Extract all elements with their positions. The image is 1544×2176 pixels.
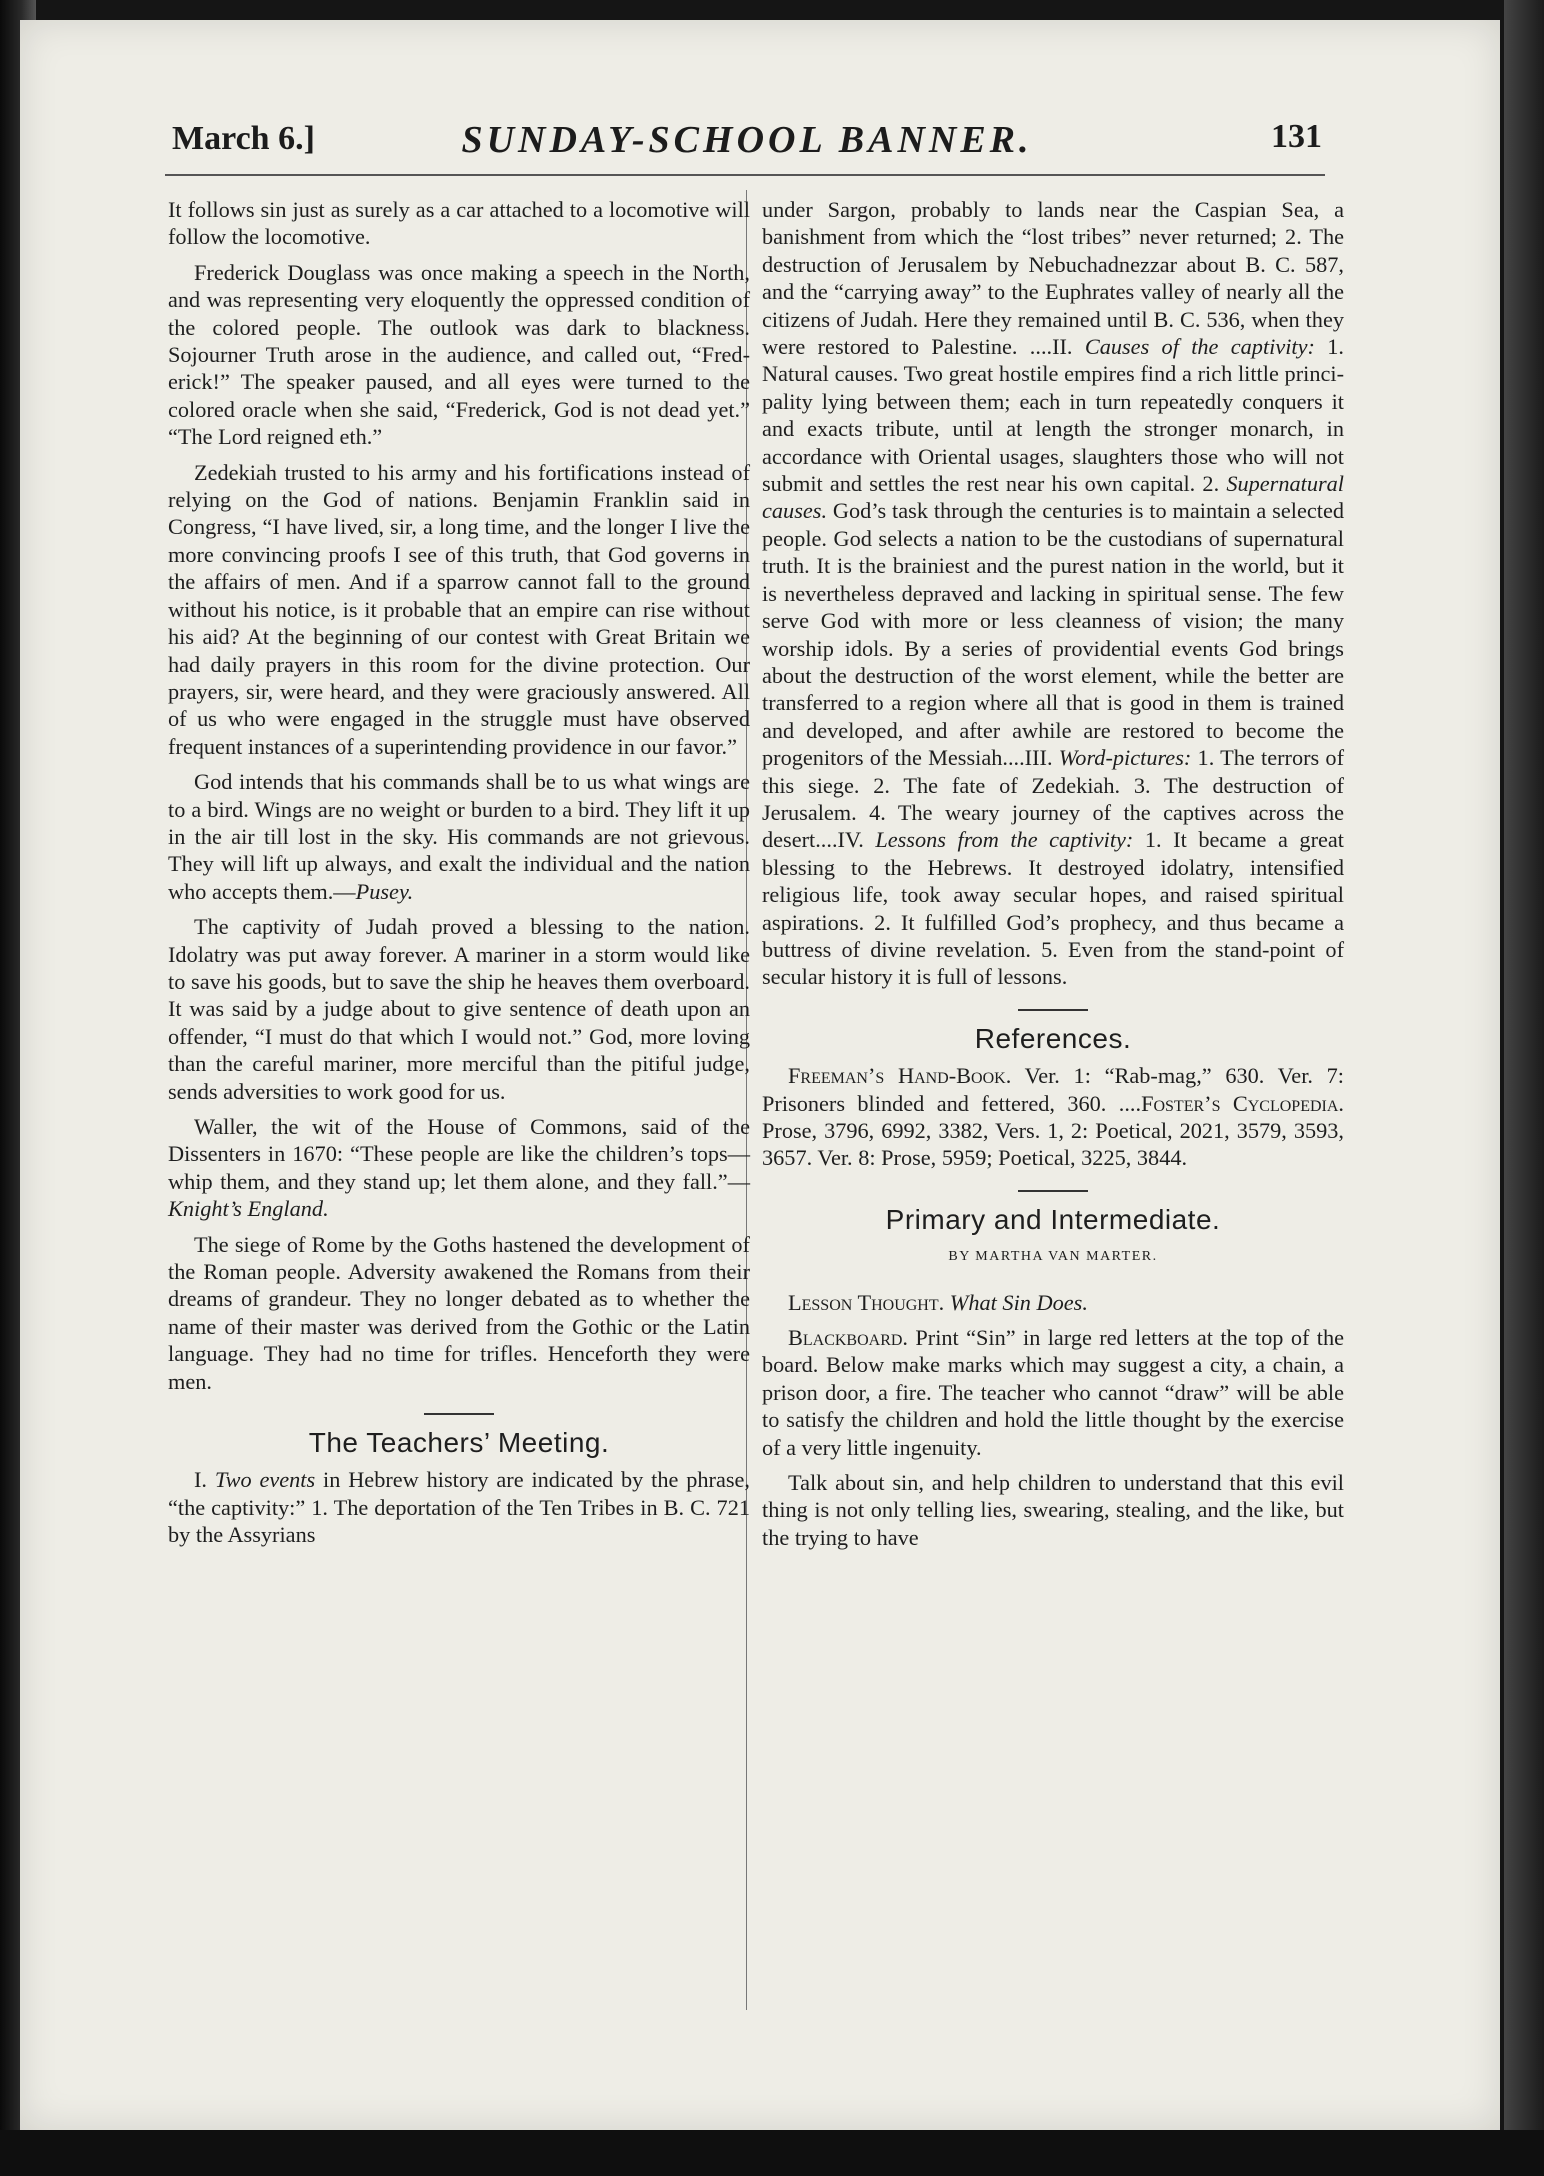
paragraph-text: 1. Natural causes. Two great hostile empires find a rich little principality lying between them; each in turn repeatedly conquers it and exacts tribute, until at length the stronger monarch, in accordance with Oriental usages, slaughters those who will not submit and settles the rest near his own capital. 2. — [762, 334, 1344, 497]
italic-phrase: Supernatural causes. — [762, 471, 1344, 524]
paragraph — [168, 768, 750, 905]
reference-book-title: Foster’s Cyclopedia. — [1141, 1090, 1344, 1116]
author-byline: BY MARTHA VAN MARTER. — [948, 1249, 1158, 1265]
italic-phrase: Word-pictures: — [1058, 745, 1192, 771]
paragraph-text: Ver. 1: “Rab-mag,” 630. Ver. 7: Prisoners blinded and fettered, 360. .... — [762, 1063, 1344, 1116]
paragraph-text: under Sargon, probably to lands near the Caspian Sea, a banishment from which the “lost tribes” never returned; 2. The destruction of Jerusalem by Nebuchadnezzar about B. C. 587, and the “carrying away” to the Euphrates valley of nearly all the citizens of Judah. Here they remained until B. C. 536, when they were restored to Palestine. ....II. — [762, 197, 1344, 360]
paragraph-text: God intends that his commands shall be to us what wings are to a bird. Wings are no weight or burden to a bird. They lift it up in the air till lost in the sky. His commands are not grievous. They will lift up always, and exalt the individual and the nation who accepts them.— — [168, 769, 750, 904]
references-paragraph — [762, 1062, 1344, 1172]
paragraph-text: Prose, 3796, 6992, 3382, Vers. 1, 2: Poetical, 2021, 3579, 3593, 3657. Ver. 8: Prose, 5959; Poetical, 3225, 3844. — [762, 1118, 1344, 1171]
paragraph — [762, 1289, 1344, 1316]
header-rule — [165, 174, 1325, 176]
header-date: March 6.] — [172, 120, 315, 157]
paragraph: The siege of Rome by the Goths hastened the development of the Roman people. Adversity awakened the Romans from their dreams of grandeur. They no longer debated as to whether the name of their master was derived from the Gothic or the Latin language. They had no time for trifles. Henceforth they were men. — [168, 1231, 750, 1394]
paragraph-text: God’s task through the centuries is to maintain a selected people. God selects a nation to be the custodians of supernatural truth. It is the brainiest and the purest nation in the world, but it is nevertheless depraved and lacking in spiritual sense. The few serve God with more or less cleanness of vision; the many worship idols. By a series of providential events God brings about the destruction of the worst element, while the better are transferred to a region where all that is good in them is trained and developed, and after awhile are restored to become the progenitors of the Messiah....III. — [762, 498, 1344, 771]
paragraph — [762, 1324, 1344, 1461]
section-rule — [424, 1413, 494, 1415]
right-column — [762, 196, 1344, 1559]
blackboard-label: Blackboard. — [788, 1325, 909, 1351]
page-bottom-edge — [0, 2130, 1544, 2176]
lesson-value: What Sin Does. — [949, 1289, 1088, 1315]
quote-source: Pusey. — [355, 878, 414, 904]
paragraph-text: 1. It became a great blessing to the Hebrews. It destroyed idolatry, intensified religious life, took away secular hopes, and raised spiritual aspirations. 2. It fulfilled God’s prophecy, and thus became a buttress of divine revelation. 5. Even from the stand-point of secular history it is full of lessons. — [762, 827, 1344, 990]
paragraph: The captivity of Judah proved a blessing to the nation. Idolatry was put away forever. A mariner in a storm would like to save his goods, but to save the ship he heaves them overboard. It was said by a judge about to give sentence of death upon an offender, “I must do that which I would not.” God, more loving than the careful mariner, more merciful than the pitiful judge, sends adversities to work good for us. — [168, 914, 750, 1104]
section-heading-teachers-meeting: The Teachers’ Meeting. — [308, 1427, 610, 1459]
paragraph: Talk about sin, and help children to understand that this evil thing is not only telling lies, swearing, stealing, and the like, but the trying to have — [762, 1470, 1344, 1550]
running-header — [172, 114, 1322, 164]
quote-source: Knight’s England. — [168, 1196, 329, 1222]
italic-phrase: Two events — [214, 1467, 316, 1493]
italic-phrase: Causes of the captivity: — [1084, 334, 1315, 360]
reference-book-title: Freeman’s Hand-Book. — [788, 1063, 1012, 1089]
left-column — [168, 196, 750, 1557]
paragraph: It follows sin just as surely as a car attached to a locomotive will follow the locomotive. — [168, 197, 750, 250]
section-rule — [1018, 1009, 1088, 1011]
section-heading-primary: Primary and Intermediate. — [885, 1203, 1221, 1235]
paragraph-text: Print “Sin” in large red letters at the top of the board. Below make marks which may suggest a city, a chain, a prison door, a fire. The teacher who cannot “draw” will be able to satisfy the children and hold the little thought by the exercise of a very little ingenuity. — [762, 1325, 1344, 1460]
italic-phrase: Lessons from the captivity: — [875, 827, 1134, 853]
page-number: 131 — [1271, 118, 1322, 155]
paragraph — [168, 1113, 750, 1223]
paragraph-text: 1. The terrors of this siege. 2. The fate of Zedekiah. 3. The destruction of Jerusalem. 4. The weary journey of the captives across the desert....IV. — [762, 745, 1344, 853]
section-heading-references: References. — [974, 1022, 1132, 1054]
paragraph: Zedekiah trusted to his army and his fortifications instead of relying on the God of nations. Benjamin Franklin said in Congress, “I have lived, sir, a long time, and the longer I live the more convincing proofs I see of this truth, that God governs in the affairs of men. And if a sparrow cannot fall to the ground without his notice, is it probable that an empire can rise without his aid? At the beginning of our contest with Great Britain we had daily prayers in this room for the divine protection. Our prayers, sir, were heard, and they were graciously answered. All of us who were engaged in the struggle must have observed frequent instances of a superintending providence in our favor.” — [168, 459, 750, 759]
paragraph-continued — [762, 196, 1344, 991]
paragraph-text: Waller, the wit of the House of Commons, said of the Dissenters in 1670: “These people are like the children’s tops—whip them, and they stand up; let them alone, and they fall.”— — [168, 1114, 750, 1194]
paragraph-text: I. — [194, 1467, 215, 1493]
page-right-edge — [1504, 0, 1544, 2176]
paragraph — [168, 1466, 750, 1548]
header-title: SUNDAY-SCHOOL BANNER. — [461, 119, 1033, 161]
paragraph: Frederick Douglass was once making a speech in the North, and was representing very eloquently the oppressed condition of the colored people. The outlook was dark to blackness. Sojourner Truth arose in the audience, and called out, “Frederick!” The speaker paused, and all eyes were turned to the colored oracle when she said, “Frederick, God is not dead yet.” “The Lord reigned eth.” — [168, 259, 750, 450]
lesson-label: Lesson Thought. — [788, 1289, 945, 1315]
paragraph-text: in Hebrew history are indicated by the phrase, “the captivity:” 1. The deportation of the Ten Tribes in B. C. 721 by the Assyrians — [168, 1467, 750, 1548]
section-rule — [1018, 1190, 1088, 1192]
